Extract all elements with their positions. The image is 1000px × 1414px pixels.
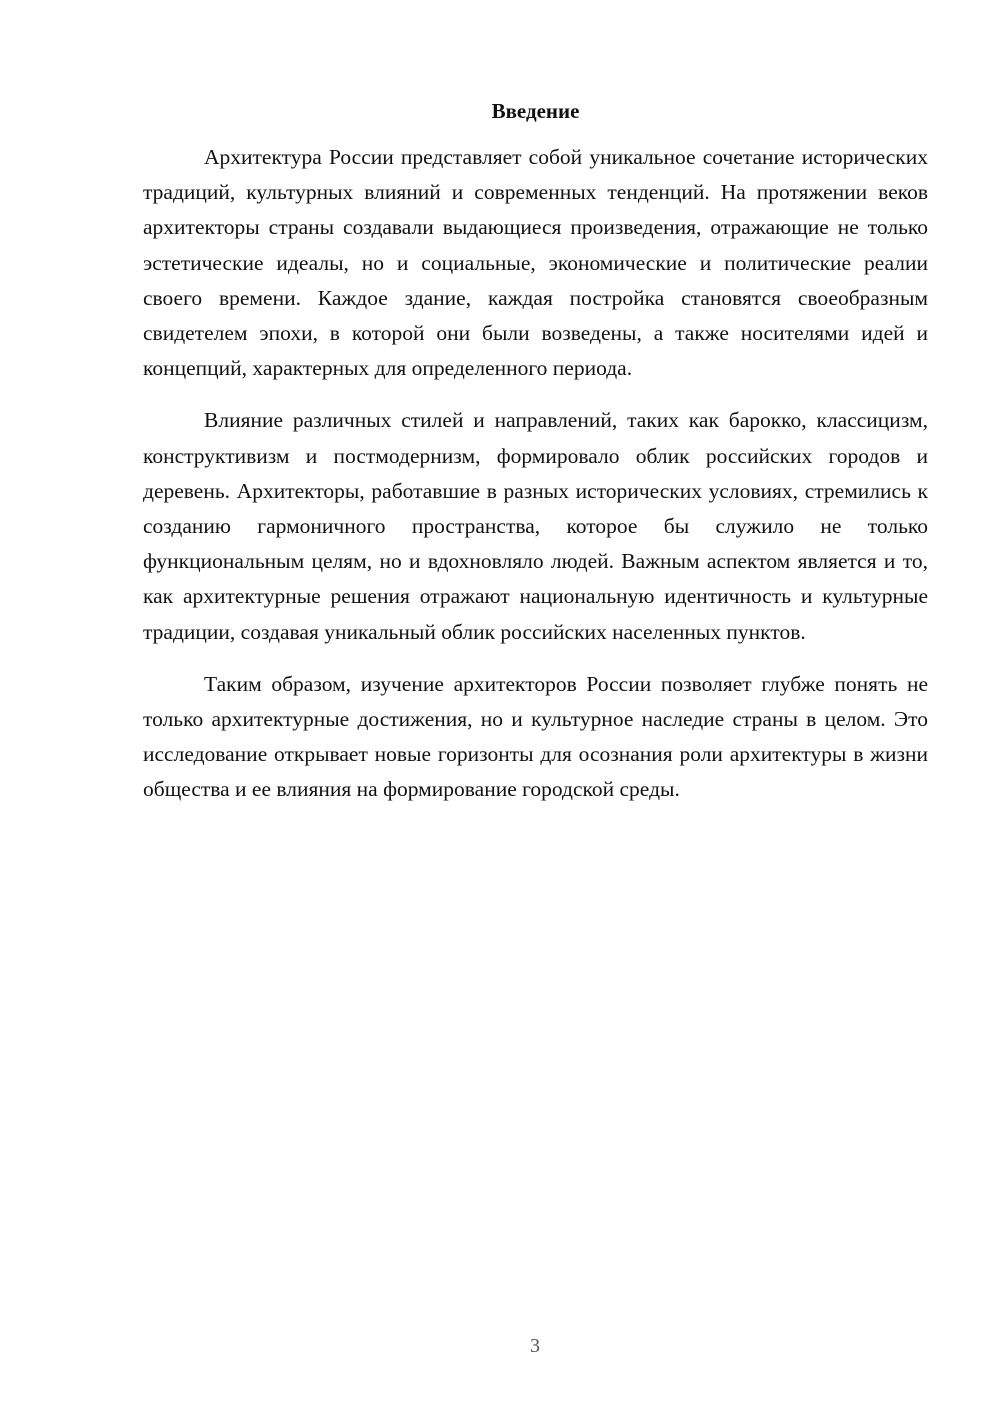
- page-content: [143, 96, 928, 808]
- page-number: 3: [530, 1335, 540, 1357]
- paragraph-1: Архитектура России представляет собой уникальное сочетание исторических традиций, культурных влияний и современных тенденций. На протяжении веков архитекторы страны создавали выдающиеся произведения, отражающие не только эстетические идеалы, но и социальные, экономические и политические реалии своего времени. Каждое здание, каждая постройка становятся своеобразным свидетелем эпохи, в которой они были возведены, а также носителями идей и концепций, характерных для определенного периода.: [143, 145, 928, 381]
- paragraph-2: Влияние различных стилей и направлений, таких как барокко, классицизм, конструктивизм и постмодернизм, формировало облик российских городов и деревень. Архитекторы, работавшие в разных исторических условиях, стремились к созданию гармоничного пространства, которое бы служило не только функциональным целям, но и вдохновляло людей. Важным аспектом является и то, как архитектурные решения отражают национальную идентичность и культурные традиции, создавая уникальный облик российских населенных пунктов.: [143, 408, 928, 644]
- section-title: Введение: [491, 99, 580, 123]
- paragraph-3: Таким образом, изучение архитекторов России позволяет глубже понять не только архитектурные достижения, но и культурное наследие страны в целом. Это исследование открывает новые горизонты для осознания роли архитектуры в жизни общества и ее влияния на формирование городской среды.: [143, 671, 928, 802]
